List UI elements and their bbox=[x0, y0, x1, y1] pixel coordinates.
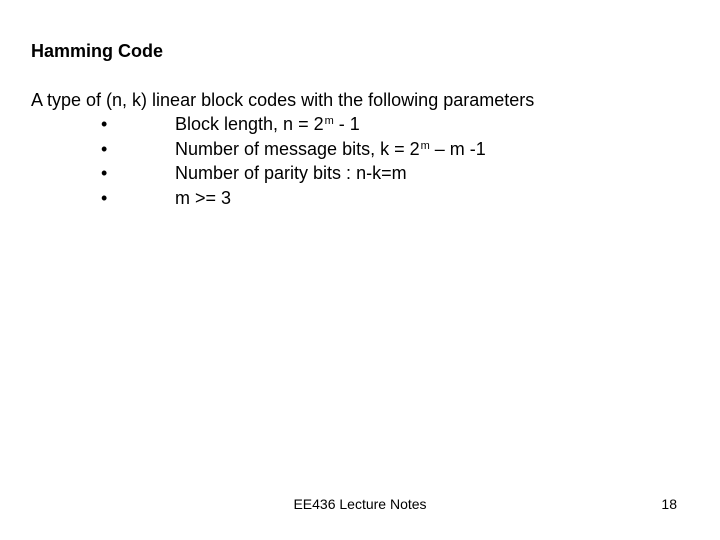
intro-text: A type of (n, k) linear block codes with the following parameters bbox=[31, 90, 535, 110]
footer-text: EE436 Lecture Notes bbox=[293, 496, 427, 512]
bullet-list bbox=[0, 113, 720, 211]
bullet-text bbox=[175, 187, 231, 209]
bullet-text-main: m >= 3 bbox=[175, 187, 232, 208]
bullet-item bbox=[0, 138, 720, 163]
bullet-icon: • bbox=[101, 138, 108, 159]
bullet-text-tail: - 1 bbox=[333, 114, 360, 134]
bullet-item bbox=[0, 113, 720, 138]
bullet-text bbox=[175, 138, 486, 163]
bullet-text bbox=[175, 113, 360, 138]
bullet-icon: • bbox=[101, 163, 108, 183]
page-number: 18 bbox=[661, 496, 677, 512]
bullet-item bbox=[0, 162, 720, 187]
bullet-icon: • bbox=[101, 187, 108, 208]
bullet-superscript: m bbox=[420, 139, 430, 152]
bullet-text-tail: – m -1 bbox=[429, 138, 486, 159]
slide-title: Hamming Code bbox=[31, 41, 164, 61]
bullet-text-main: Block length, n = 2 bbox=[175, 114, 324, 134]
bullet-superscript: m bbox=[324, 115, 334, 127]
bullet-text bbox=[175, 162, 407, 184]
bullet-text-main: Number of message bits, k = 2 bbox=[175, 138, 420, 159]
bullet-item bbox=[0, 187, 720, 212]
bullet-icon: • bbox=[101, 114, 108, 134]
bullet-text-main: Number of parity bits : n-k=m bbox=[175, 163, 407, 183]
